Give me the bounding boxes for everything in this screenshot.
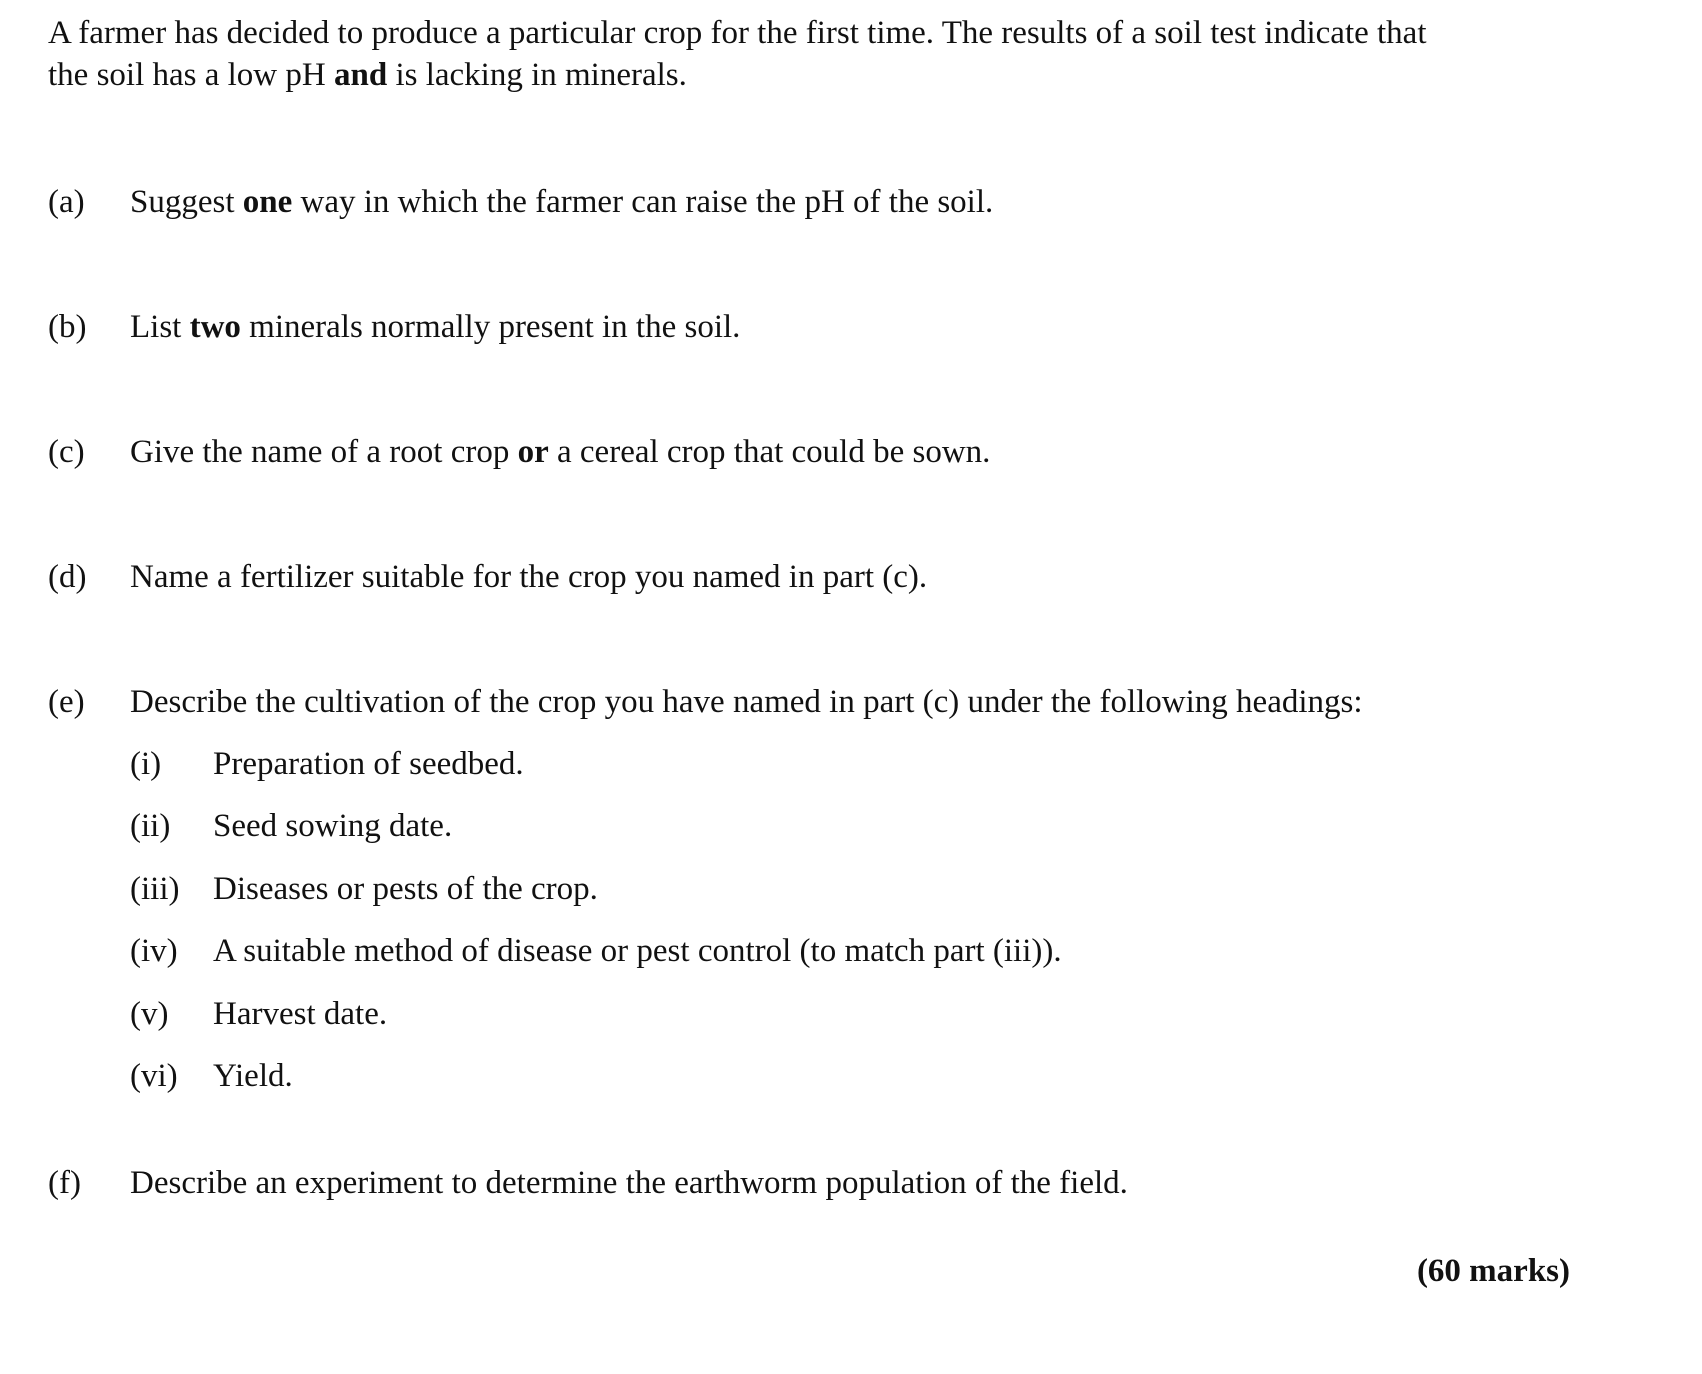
question-label: (f) [48,1165,81,1201]
question-b: (b) List two minerals normally present in the soil. [48,306,740,348]
question-label: (a) [48,184,85,220]
total-marks: (60 marks) [1416,1253,1570,1289]
question-c: (c) Give the name of a root crop or a cereal crop that could be sown. [48,431,990,473]
question-d: (d) Name a fertilizer suitable for the crop you named in part (c). [48,556,927,598]
sub-question-ii: (ii) Seed sowing date. [130,805,452,847]
sub-question-iii: (iii) Diseases or pests of the crop. [130,868,598,910]
sub-question-label: (iv) [130,933,178,969]
question-label: (c) [48,434,85,470]
sub-question-label: (i) [130,746,162,782]
intro-line-1: A farmer has decided to produce a particular crop for the first time. The results of a soil test indicate that [48,15,1427,51]
sub-question-label: (vi) [130,1058,178,1094]
sub-question-label: (iii) [130,871,180,907]
sub-question-i: (i) Preparation of seedbed. [130,743,524,785]
sub-question-v: (v) Harvest date. [130,993,387,1035]
sub-question-iv: (iv) A suitable method of disease or pest control (to match part (iii)). [130,930,1062,972]
question-label: (d) [48,559,87,595]
intro-paragraph [48,12,1608,96]
question-label: (e) [48,684,85,720]
intro-line-2: the soil has a low pH and is lacking in minerals. [48,57,687,93]
question-f: (f) Describe an experiment to determine the earthworm population of the field. [48,1162,1128,1204]
sub-question-label: (ii) [130,808,171,844]
sub-question-label: (v) [130,996,169,1032]
question-e: (e) Describe the cultivation of the crop you have named in part (c) under the following headings: [48,681,1363,723]
question-label: (b) [48,309,87,345]
sub-question-vi: (vi) Yield. [130,1055,293,1097]
question-a: (a) Suggest one way in which the farmer can raise the pH of the soil. [48,181,993,223]
